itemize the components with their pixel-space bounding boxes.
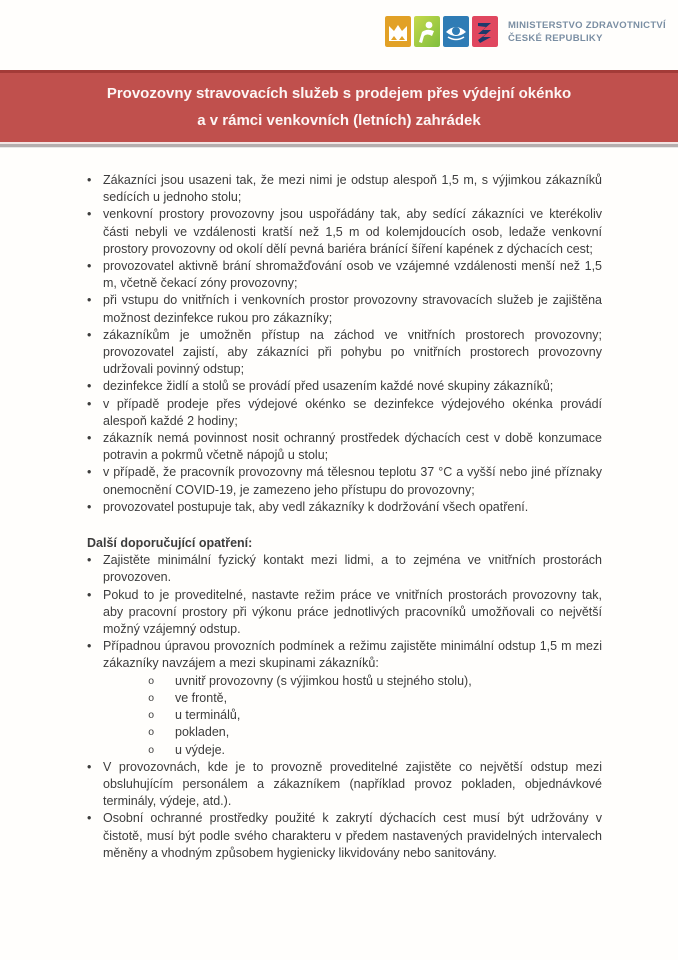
document-title-line2: a v rámci venkovních (letních) zahrádek (197, 112, 481, 129)
list-item-text: Pokud to je proveditelné, nastavte režim práce ve vnitřních prostorách provozovny tak, aby pracovní prostory při výkonu práce jednotlivých pracovníků umožňovali co největší možný vzájemný odstup. (103, 587, 602, 637)
bullet-icon: • (87, 811, 92, 826)
bullet-icon: • (87, 431, 92, 446)
list-item-text: Osobní ochranné prostředky použité k zakrytí dýchacích cest musí být udržovány v čistotě, musí být podle svého charakteru v předem nastavených pravidelných intervalech měněny a vhodným způsobem hygienicky likvidovány nebo sanitovány. (103, 811, 602, 860)
list-item (87, 396, 602, 430)
list-item (87, 499, 602, 516)
list-item (87, 292, 602, 326)
list-item (87, 172, 602, 206)
list-item-text: dezinfekce židlí a stolů se provádí před usazením každé nové skupiny zákazníků; (103, 379, 554, 394)
sublist-item (148, 724, 602, 741)
list-item-text: zákazník nemá povinnost nosit ochranný prostředek dýchacích cest v době konzumace potravin a pokrmů včetně nápojů u stolu; (103, 431, 602, 463)
bullet-icon: • (87, 173, 92, 187)
ministry-name (508, 19, 666, 45)
bullet-icon: • (87, 379, 92, 394)
circle-bullet-icon: o (148, 710, 155, 723)
recommendations-heading: Další doporučující opatření: (87, 536, 253, 551)
circle-bullet-icon: o (148, 727, 155, 740)
distance-locations-sublist (148, 673, 602, 759)
logo-tiles (385, 16, 498, 47)
list-item (87, 810, 602, 862)
list-item-text: při vstupu do vnitřních i venkovních prostor provozovny stravovacích služeb je zajištěna možnost dezinfekce rukou pro zákazníky; (103, 293, 602, 325)
list-item-text: v případě, že pracovník provozovny má tělesnou teplotu 37 °C a vyšší nebo jiné příznaky onemocnění COVID-19, je zamezeno jeho přístupu do provozovny; (103, 465, 602, 497)
document-header (0, 0, 678, 70)
ministry-name-line2: ČESKÉ REPUBLIKY (507, 32, 603, 44)
person-tile-icon (414, 16, 440, 47)
list-item-text: zákazníkům je umožněn přístup na záchod ve vnitřních prostorech provozovny; provozovatel zajistí, aby zákazníci při pohybu po vnitřních prostorech provozovny udržovali povinný odstup; (103, 327, 602, 377)
list-item-text: v případě prodeje přes výdejové okénko se dezinfekce výdejového okénka provádí alespoň každé 2 hodiny; (103, 396, 602, 428)
ministry-name-line1: MINISTERSTVO ZDRAVOTNICTVÍ (507, 19, 666, 31)
list-item (87, 464, 602, 498)
list-item-text: venkovní prostory provozovny jsou uspořádány tak, aby sedící zákazníci ve kterékoliv části nebyli ve vzdálenosti kratší než 1,5 m od kolemjdoucích osob, ledaže venkovní prostory provozovny od okolí dělí pevná bariéra bránící šíření kapének z dýchacích cest; (103, 207, 602, 256)
bullet-icon: • (87, 293, 92, 308)
list-item (87, 258, 602, 292)
main-measures-list (87, 172, 602, 516)
list-item-text: Zajistěte minimální fyzický kontakt mezi lidmi, a to zejména ve vnitřních prostorách provozoven. (103, 553, 602, 585)
crown-tile-icon (385, 16, 411, 47)
list-item (87, 430, 602, 464)
list-item-text: provozovatel aktivně brání shromažďování osob ve vzájemné vzdálenosti menší než 1,5 m, včetně čekací zóny provozovny; (103, 259, 602, 291)
list-item (87, 378, 602, 395)
numeral-tile-icon (472, 16, 498, 47)
sublist-item (148, 673, 602, 690)
circle-bullet-icon: o (148, 675, 155, 688)
sublist-item-text: u výdeje. (175, 742, 226, 757)
bullet-icon: • (87, 553, 92, 568)
list-item (87, 206, 602, 258)
list-item-text: Případnou úpravou provozních podmínek a režimu zajistěte minimální odstup 1,5 m mezi zákazníky navzájem a mezi skupinami zákazníků: (103, 639, 602, 671)
sublist-item-text: pokladen, (175, 725, 230, 740)
list-item (87, 327, 602, 379)
document-body (0, 148, 678, 862)
bullet-icon: • (87, 396, 92, 411)
list-item (87, 638, 602, 758)
recommendations-list (87, 552, 602, 862)
title-banner (0, 70, 678, 142)
document-title-line1: Provozovny stravovacích služeb s prodejem přes výdejní okénko (106, 85, 572, 102)
sublist-item-text: uvnitř provozovny (s výjimkou hostů u stejného stolu), (175, 673, 472, 688)
bullet-icon: • (87, 207, 92, 222)
list-item-text: Zákazníci jsou usazeni tak, že mezi nimi je odstup alespoň 1,5 m, s výjimkou zákazníků sedících u jednoho stolu; (103, 173, 602, 205)
sublist-item-text: ve frontě, (175, 690, 228, 705)
bullet-icon: • (87, 499, 92, 514)
bullet-icon: • (87, 587, 92, 602)
bullet-icon: • (87, 639, 92, 654)
list-item (87, 759, 602, 811)
eye-tile-icon (443, 16, 469, 47)
sublist-item (148, 707, 602, 724)
list-item-text: provozovatel postupuje tak, aby vedl zákazníky k dodržování všech opatření. (103, 499, 529, 514)
sublist-item (148, 690, 602, 707)
bullet-icon: • (87, 759, 92, 774)
ministry-logo (385, 16, 666, 47)
sublist-item-text: u terminálů, (175, 708, 241, 723)
sublist-item (148, 742, 602, 759)
list-item (87, 587, 602, 639)
list-item-text: V provozovnách, kde je to provozně proveditelné zajistěte co největší odstup mezi obsluhujícím personálem a zákazníkem (například provoz pokladen, objednávkové terminály, výdeje, atd.). (103, 759, 602, 809)
bullet-icon: • (87, 259, 92, 274)
bullet-icon: • (87, 465, 92, 480)
circle-bullet-icon: o (148, 744, 155, 757)
bullet-icon: • (87, 327, 92, 342)
list-item (87, 552, 602, 586)
circle-bullet-icon: o (148, 692, 155, 705)
